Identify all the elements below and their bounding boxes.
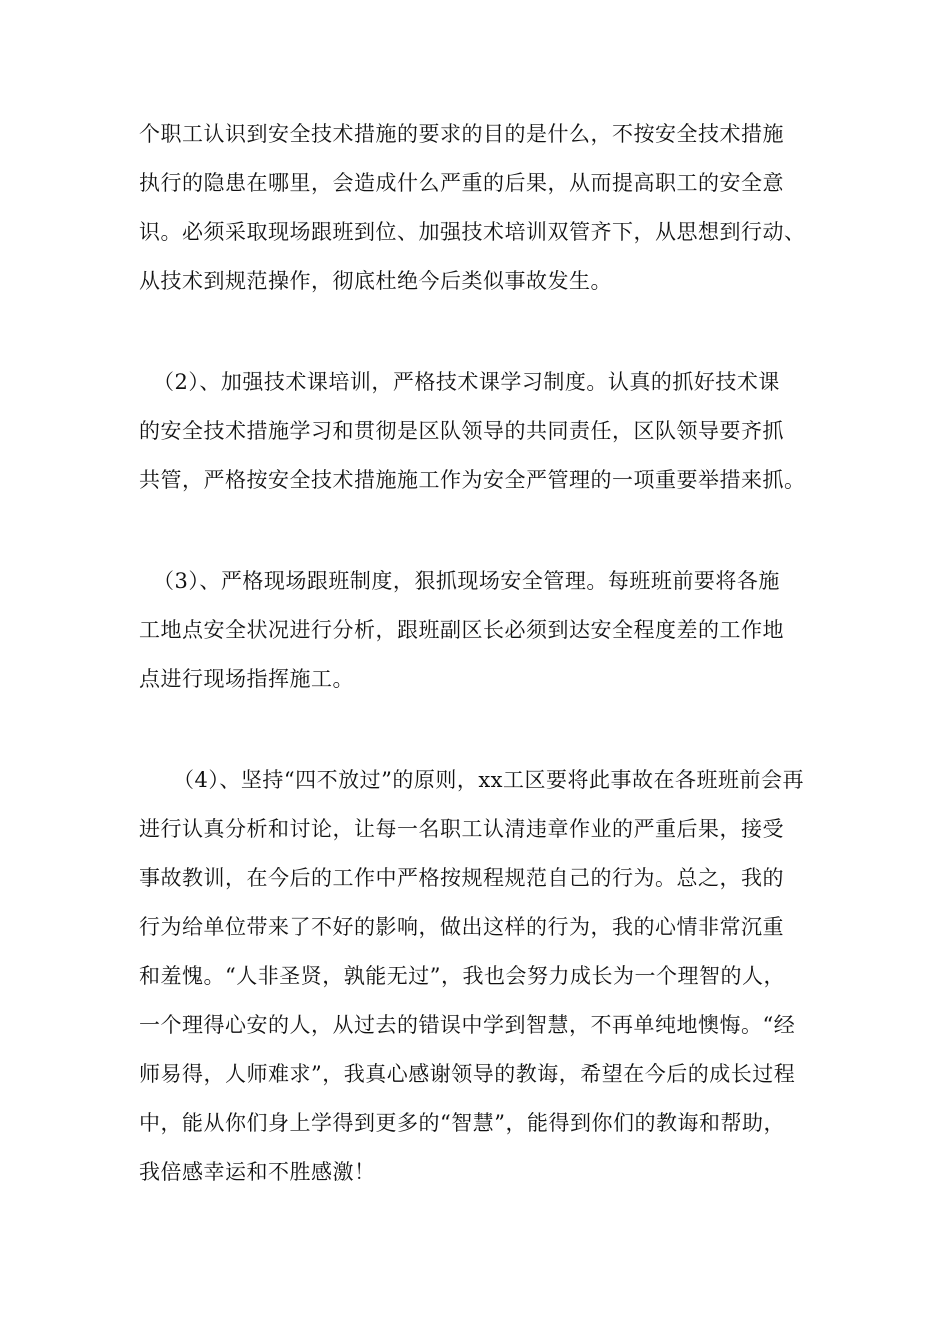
paragraph-line: 师易得，人师难求”，我真心感谢领导的教诲，希望在今后的成长过程 bbox=[139, 1062, 796, 1086]
paragraph-line: （2）、加强技术课培训，严格技术课学习制度。认真的抓好技术课 bbox=[153, 370, 780, 394]
paragraph-line: 中，能从你们身上学得到更多的“智慧”，能得到你们的教诲和帮助， bbox=[139, 1111, 785, 1135]
paragraph-line: 行为给单位带来了不好的影响，做出这样的行为，我的心情非常沉重 bbox=[139, 915, 784, 939]
paragraph-1 bbox=[139, 110, 829, 306]
paragraph-line: 事故教训，在今后的工作中严格按规程规范自己的行为。总之，我的 bbox=[139, 866, 784, 890]
paragraph-line: 进行认真分析和讨论，让每一名职工认清违章作业的严重后果，接受 bbox=[139, 817, 784, 841]
paragraph-line: 个职工认识到安全技术措施的要求的目的是什么，不按安全技术措施 bbox=[139, 122, 784, 146]
paragraph-2 bbox=[139, 358, 829, 505]
paragraph-line: 从技术到规范操作，彻底杜绝今后类似事故发生。 bbox=[139, 269, 612, 293]
paragraph-line: 我倍感幸运和不胜感激！ bbox=[139, 1160, 376, 1184]
paragraph-line: 的安全技术措施学习和贯彻是区队领导的共同责任，区队领导要齐抓 bbox=[139, 419, 784, 443]
paragraph-line: 共管，严格按安全技术措施施工作为安全严管理的一项重要举措来抓。 bbox=[139, 468, 806, 492]
paragraph-3 bbox=[139, 557, 829, 704]
paragraph-line: 点进行现场指挥施工。 bbox=[139, 667, 354, 691]
paragraph-line: 工地点安全状况进行分析，跟班副区长必须到达安全程度差的工作地 bbox=[139, 618, 784, 642]
paragraph-line: 执行的隐患在哪里，会造成什么严重的后果，从而提高职工的安全意 bbox=[139, 171, 784, 195]
paragraph-line: 识。必须采取现场跟班到位、加强技术培训双管齐下，从思想到行动、 bbox=[139, 220, 806, 244]
paragraph-line: （4）、坚持“四不放过”的原则，xx工区要将此事故在各班班前会再 bbox=[173, 768, 805, 792]
paragraph-4 bbox=[139, 756, 829, 1197]
paragraph-line: 一个理得心安的人，从过去的错误中学到智慧，不再单纯地懊悔。“经 bbox=[139, 1013, 796, 1037]
paragraph-line: （3）、严格现场跟班制度，狠抓现场安全管理。每班班前要将各施 bbox=[153, 569, 780, 593]
paragraph-line: 和羞愧。“人非圣贤，孰能无过”，我也会努力成长为一个理智的人， bbox=[139, 964, 785, 988]
